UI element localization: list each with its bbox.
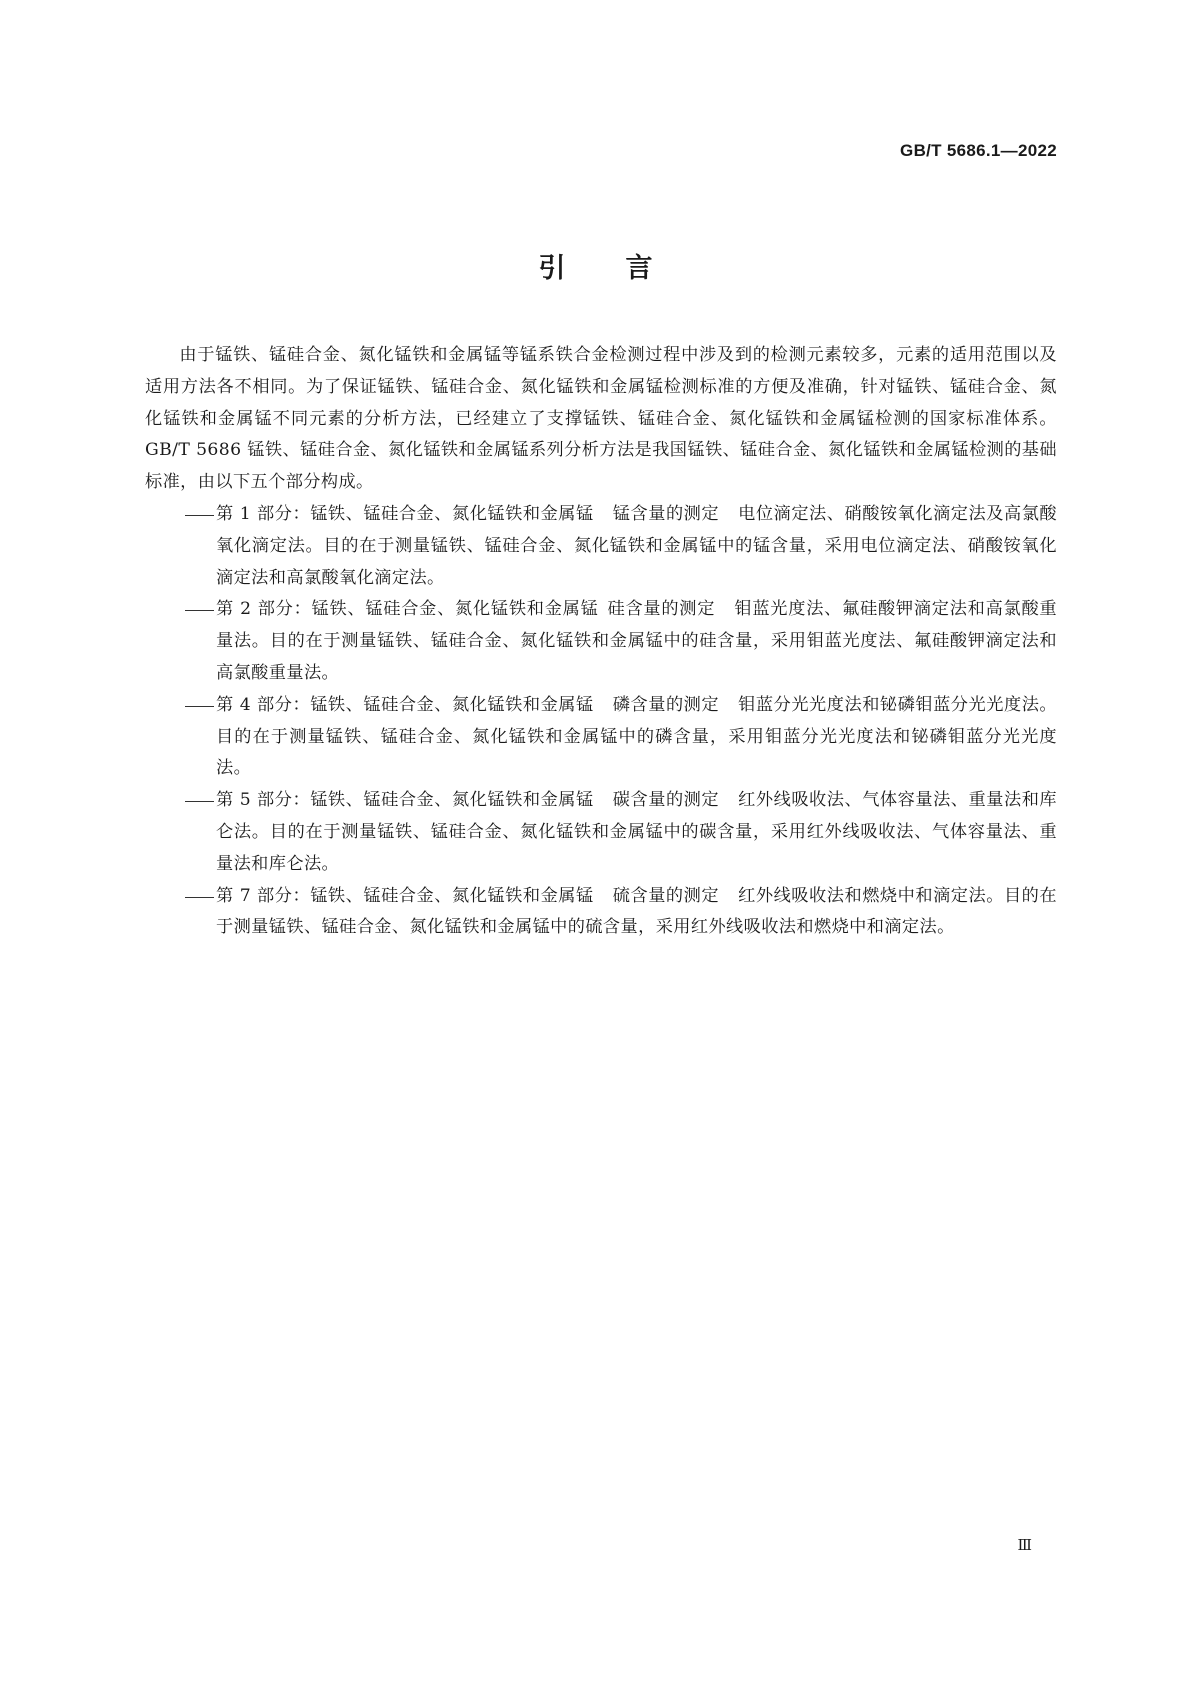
em-dash-marker [185, 499, 216, 531]
part-label: 第 4 部分：锰铁、锰硅合金、氮化锰铁和金属锰 [216, 694, 594, 715]
part-item-2 [145, 594, 1057, 689]
part-item-1 [145, 499, 1057, 594]
document-body [145, 340, 1057, 944]
em-dash-marker [185, 690, 216, 722]
page-title: 引言 [538, 253, 713, 284]
em-dash-marker [185, 594, 216, 626]
part-item-5 [145, 785, 1057, 880]
part-purpose: 目的在于测量锰铁、锰硅合金、氮化锰铁和金属锰中的硅含量，采用钼蓝光度法、氟硅酸钾滴定法和高氯酸重量法。 [216, 631, 1057, 683]
part-methods: 钼蓝光度法、氟硅酸钾滴定法和高氯酸重量法。 [216, 599, 1057, 652]
intro-paragraph: 由于锰铁、锰硅合金、氮化锰铁和金属锰等锰系铁合金检测过程中涉及到的检测元素较多，元素的适用范围以及适用方法各不相同。为了保证锰铁、锰硅合金、氮化锰铁和金属锰检测标准的方便及准确，针对锰铁、锰硅合金、氮化锰铁和金属锰不同元素的分析方法，已经建立了支撑锰铁、锰硅合金、氮化锰铁和金属锰检测的国家标准体系。GB/T 5686 锰铁、锰硅合金、氮化锰铁和金属锰系列分析方法是我国锰铁、锰硅合金、氮化锰铁和金属锰检测的基础标准，由以下五个部分构成。 [145, 345, 1057, 493]
em-dash-marker [185, 881, 216, 913]
part-item-7 [145, 881, 1057, 945]
part-label: 第 7 部分：锰铁、锰硅合金、氮化锰铁和金属锰 [216, 885, 594, 906]
part-purpose: 目的在于测量锰铁、锰硅合金、氮化锰铁和金属锰中的硫含量，采用红外线吸收法和燃烧中和滴定法。 [216, 885, 1057, 938]
page-number: Ⅲ [1017, 1538, 1032, 1554]
part-methods: 红外线吸收法、气体容量法、重量法和库仑法。 [216, 790, 1058, 842]
part-subject: 硫含量的测定 [612, 885, 720, 906]
part-purpose: 目的在于测量锰铁、锰硅合金、氮化锰铁和金属锰中的磷含量，采用钼蓝分光光度法和铋磷钼蓝分光光度法。 [216, 726, 1057, 779]
part-label: 第 5 部分：锰铁、锰硅合金、氮化锰铁和金属锰 [216, 790, 594, 811]
part-item-4 [145, 690, 1057, 785]
part-label: 第 1 部分：锰铁、锰硅合金、氮化锰铁和金属锰 [216, 503, 594, 524]
part-subject: 碳含量的测定 [612, 790, 720, 811]
em-dash-marker [185, 785, 216, 817]
part-methods: 电位滴定法、硝酸铵氧化滴定法及高氯酸氧化滴定法。 [216, 503, 1058, 556]
standard-number: GB/T 5686.1—2022 [900, 141, 1057, 160]
part-purpose: 目的在于测量锰铁、锰硅合金、氮化锰铁和金属锰中的锰含量，采用电位滴定法、硝酸铵氧化滴定法和高氯酸氧化滴定法。 [216, 535, 1057, 588]
part-label: 第 2 部分：锰铁、锰硅合金、氮化锰铁和金属锰 [216, 599, 599, 620]
part-subject: 锰含量的测定 [612, 503, 720, 524]
part-subject: 磷含量的测定 [612, 694, 720, 715]
part-methods: 钼蓝分光光度法和铋磷钼蓝分光光度法。 [738, 694, 1058, 715]
part-methods: 红外线吸收法和燃烧中和滴定法。 [738, 885, 1004, 906]
part-subject: 硅含量的测定 [607, 599, 716, 620]
part-purpose: 目的在于测量锰铁、锰硅合金、氮化锰铁和金属锰中的碳含量，采用红外线吸收法、气体容量法、重量法和库仑法。 [216, 821, 1057, 874]
